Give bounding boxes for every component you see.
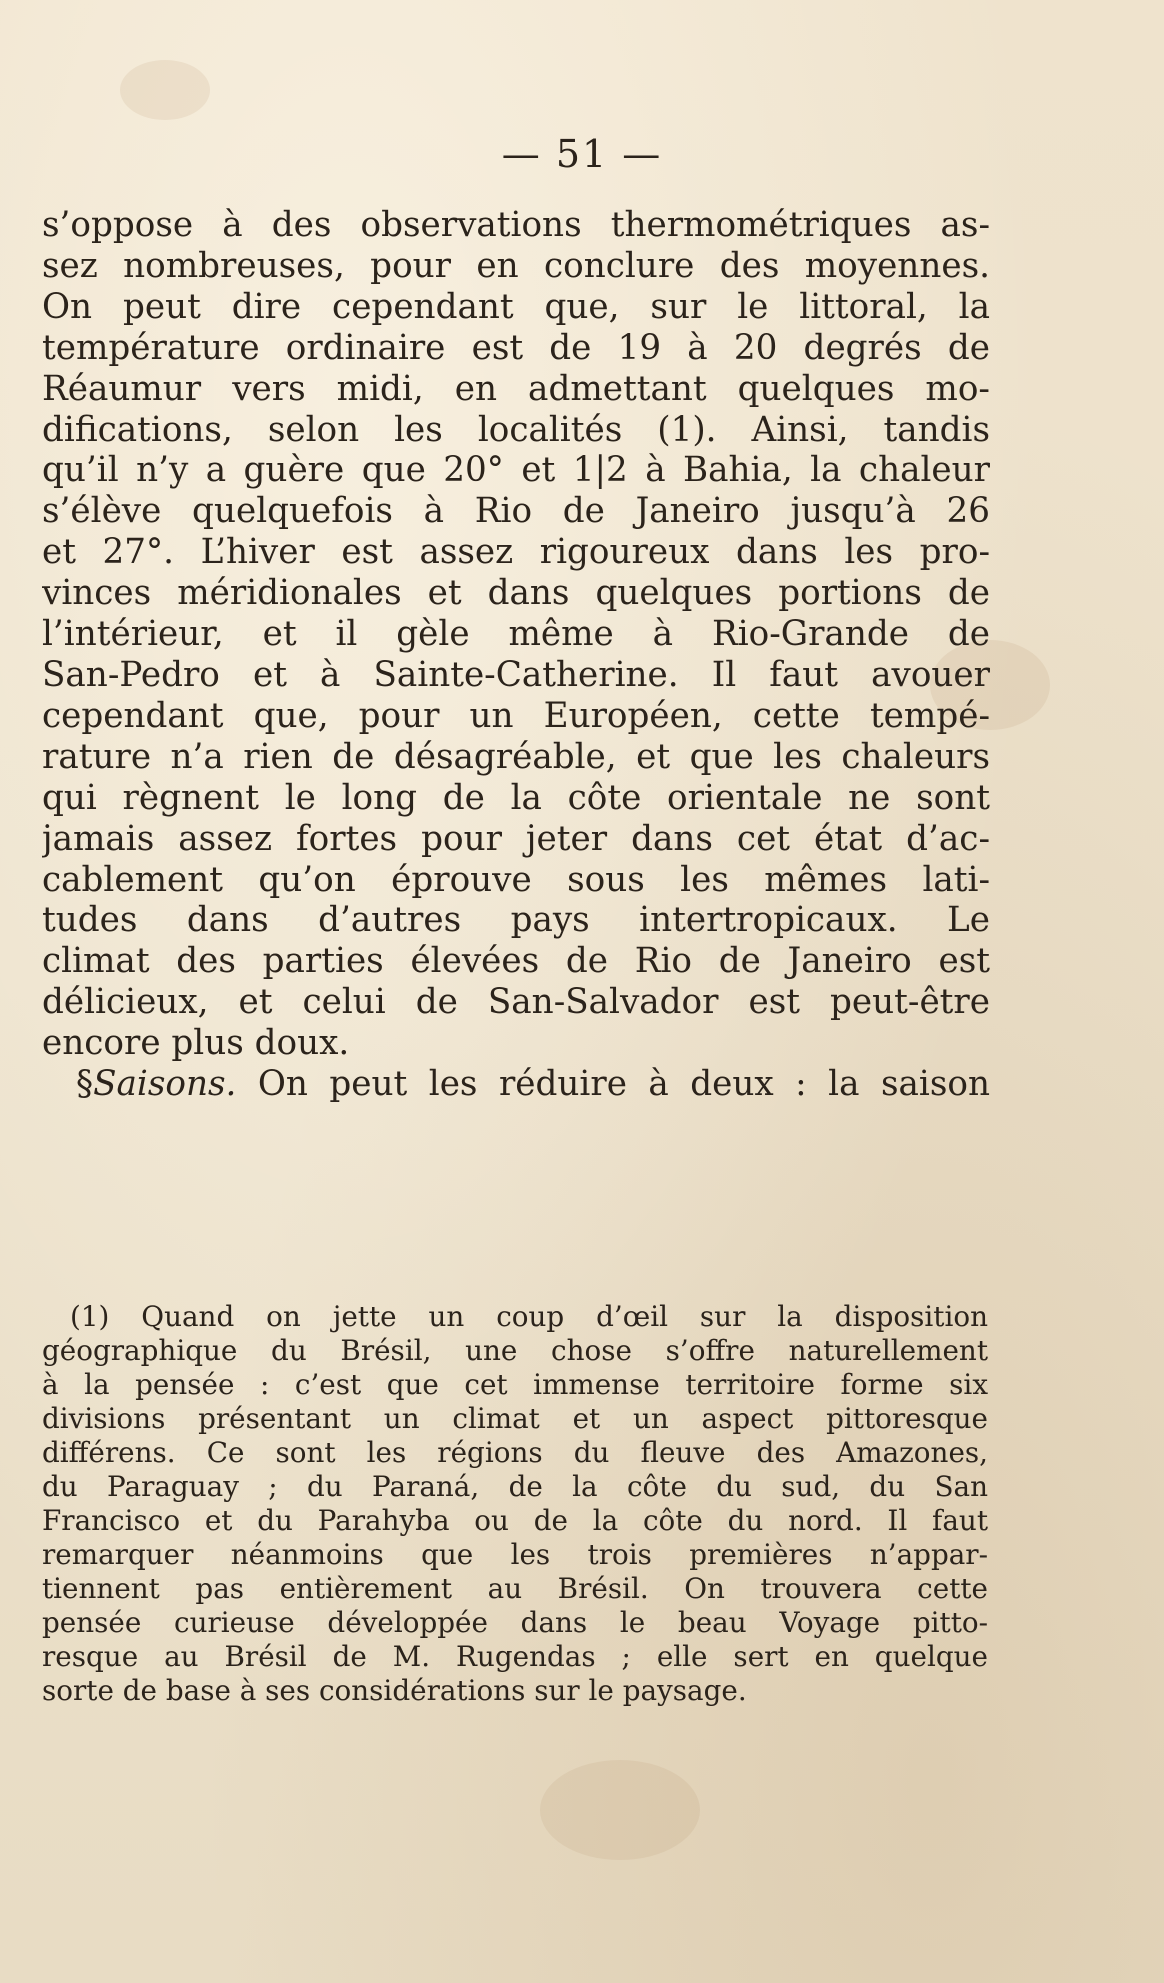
footnote-line: Francisco et du Parahyba ou de la côte du nord. Il faut xyxy=(42,1504,988,1537)
text-line: vinces méridionales et dans quelques portions de xyxy=(42,573,990,614)
text-line: l’intérieur, et il gèle même à Rio-Grande de xyxy=(42,614,990,655)
footnote-line: à la pensée : c’est que cet immense territoire forme six xyxy=(42,1368,988,1401)
text-line: température ordinaire est de 19 à 20 degrés de xyxy=(42,327,990,368)
text-line: jamais assez fortes pour jeter dans cet état d’ac- xyxy=(42,818,990,859)
footnote xyxy=(42,1300,988,1708)
text-line: climat des parties élevées de Rio de Janeiro est xyxy=(42,941,990,982)
text-line: cependant que, pour un Européen, cette tempé- xyxy=(42,695,990,736)
main-text xyxy=(42,205,990,1105)
text-line: et 27°. L’hiver est assez rigoureux dans les pro- xyxy=(42,532,990,573)
footnote-line: remarquer néanmoins que les trois premières n’appar- xyxy=(42,1538,988,1571)
text-line: rature n’a rien de désagréable, et que les chaleurs xyxy=(42,736,990,777)
text-line: cablement qu’on éprouve sous les mêmes lati- xyxy=(42,859,990,900)
section-heading: Saisons. xyxy=(93,1064,237,1105)
text-line: s’oppose à des observations thermométriques as- xyxy=(42,205,990,245)
text-line: délicieux, et celui de San-Salvador est peut-être xyxy=(42,982,990,1023)
text-line: Réaumur vers midi, en admettant quelques mo- xyxy=(42,368,990,409)
footnote-line: divisions présentant un climat et un aspect pittoresque xyxy=(42,1402,988,1435)
text-line: San-Pedro et à Sainte-Catherine. Il faut avouer xyxy=(42,654,990,695)
text-line: s’élève quelquefois à Rio de Janeiro jusqu’à 26 xyxy=(42,491,990,532)
footnote-line: pensée curieuse développée dans le beau Voyage pitto- xyxy=(42,1606,988,1639)
saisons-paragraph-line xyxy=(42,1064,990,1105)
footnote-line: resque au Brésil de M. Rugendas ; elle sert en quelque xyxy=(42,1640,988,1673)
footnote-separator xyxy=(420,1228,421,1229)
footnote-line: tiennent pas entièrement au Brésil. On trouvera cette xyxy=(42,1572,988,1605)
text-line: qu’il n’y a guère que 20° et 1|2 à Bahia, la chaleur xyxy=(42,450,990,491)
text-line: sez nombreuses, pour en conclure des moyennes. xyxy=(42,245,990,286)
text-line: On peut dire cependant que, sur le littoral, la xyxy=(42,286,990,327)
paper-stain xyxy=(540,1760,700,1860)
footnote-line: différens. Ce sont les régions du fleuve des Amazones, xyxy=(42,1436,988,1469)
text-line: qui règnent le long de la côte orientale ne sont xyxy=(42,777,990,818)
footnote-line: sorte de base à ses considérations sur le paysage. xyxy=(42,1674,747,1707)
footnote-line: géographique du Brésil, une chose s’offre naturellement xyxy=(42,1334,988,1367)
text-line: difications, selon les localités (1). Ainsi, tandis xyxy=(42,409,990,450)
footnote-line: du Paraguay ; du Paraná, de la côte du sud, du San xyxy=(42,1470,988,1503)
paper-stain xyxy=(120,60,210,120)
page-number: — 51 — xyxy=(501,132,663,176)
section-text: On peut les réduire à deux : la saison xyxy=(257,1064,990,1105)
footnote-line: (1) Quand on jette un coup d’œil sur la disposition xyxy=(70,1300,988,1333)
text-line: encore plus doux. xyxy=(42,1023,350,1064)
text-line: tudes dans d’autres pays intertropicaux. Le xyxy=(42,900,990,941)
section-mark: § xyxy=(76,1064,94,1105)
